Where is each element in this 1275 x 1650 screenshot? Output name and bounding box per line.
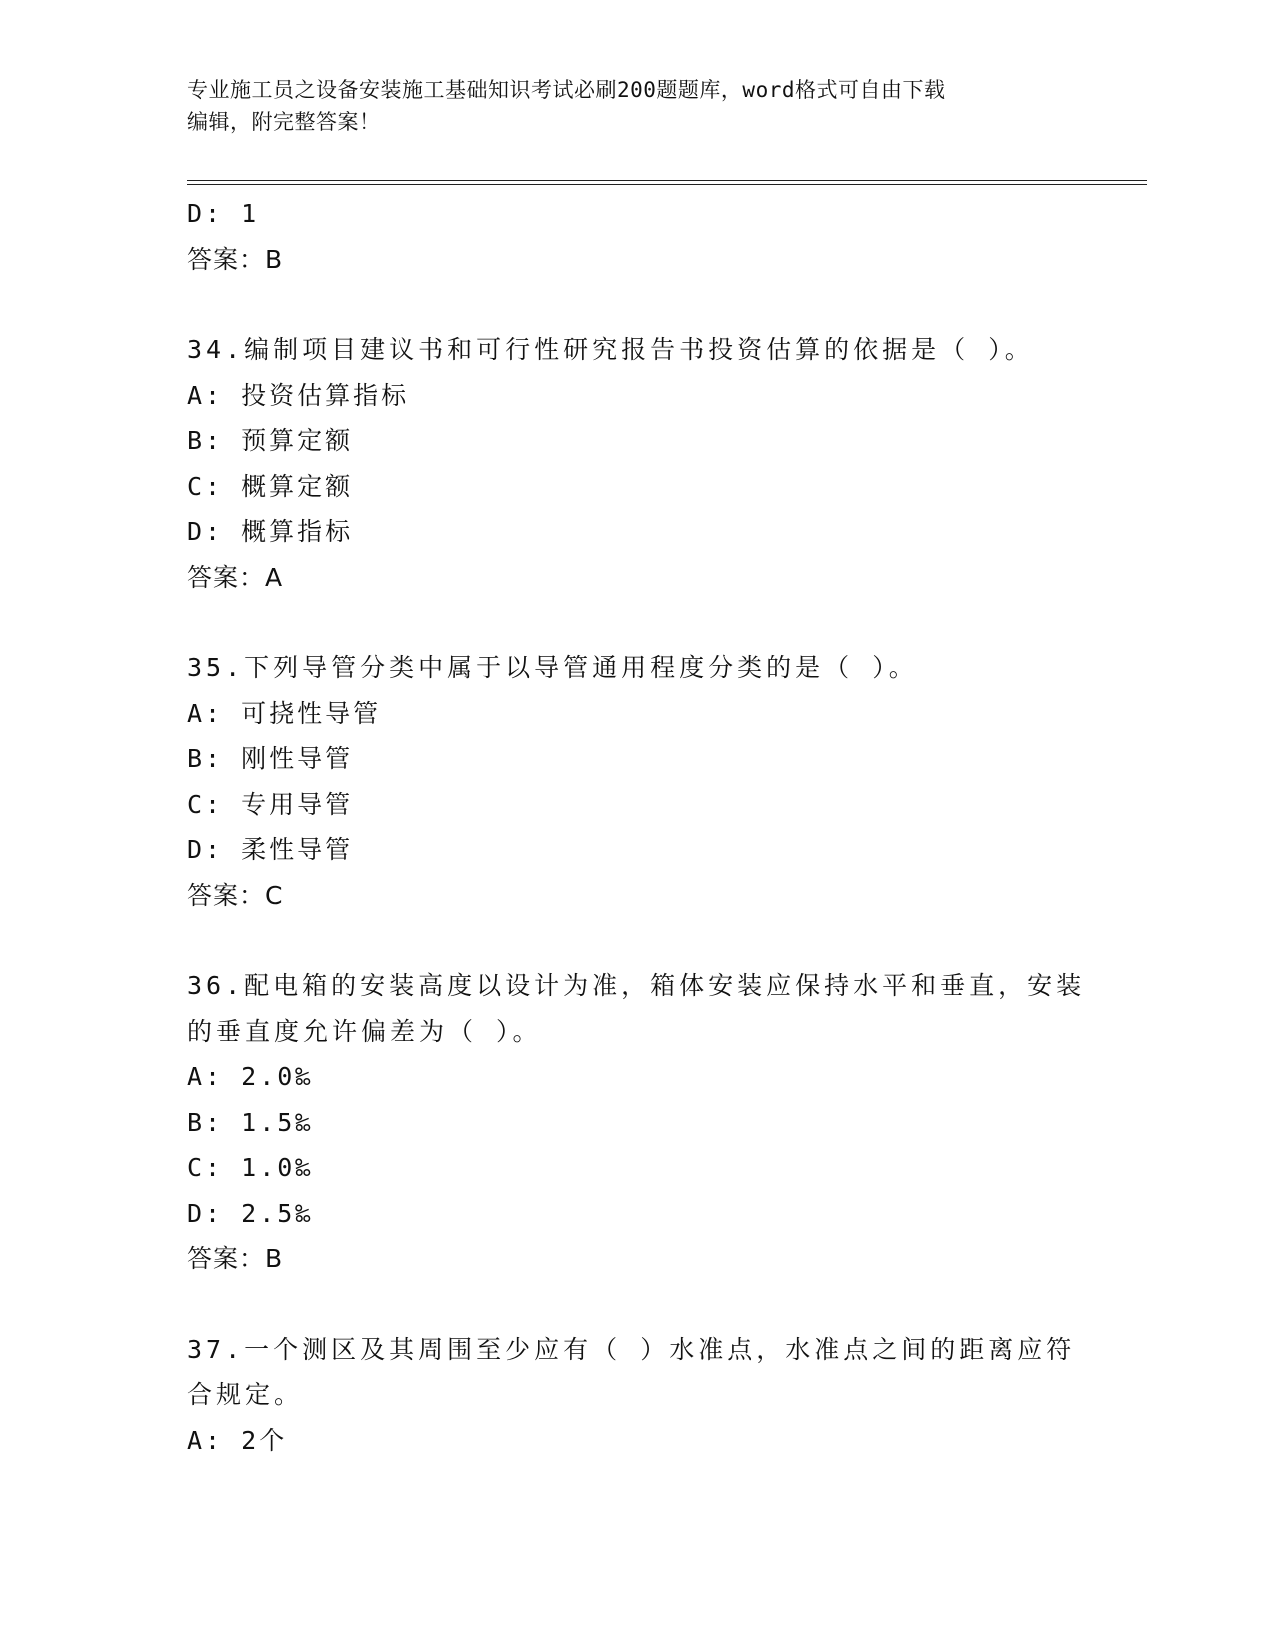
option-b: B: 1.5‰ [187, 1107, 314, 1137]
option-a: A: 可挠性导管 [187, 698, 382, 728]
answer: 答案：C [187, 880, 284, 910]
question-text-line-2: 合规定。 [187, 1380, 304, 1409]
option-c: C: 专用导管 [187, 789, 354, 819]
option-b: B: 预算定额 [187, 426, 354, 455]
option-b: B: 刚性导管 [187, 744, 354, 773]
option-d: D: 2.5‰ [187, 1198, 314, 1228]
option-d: D: 柔性导管 [187, 835, 354, 864]
question-text: 35.下列导管分类中属于以导管通用程度分类的是（ ）。 [187, 653, 918, 682]
header-divider-bottom [187, 184, 1147, 185]
question-37 [187, 1327, 1087, 1464]
question-text-line-2: 的垂直度允许偏差为（ ）。 [187, 1016, 542, 1046]
header-divider-top [187, 180, 1147, 181]
page-header [187, 74, 1087, 138]
option-c: C: 概算定额 [187, 471, 354, 501]
question-text-line-1: 37.一个测区及其周围至少应有（ ）水准点，水准点之间的距离应符 [187, 1334, 1076, 1364]
header-title-line-2: 编辑，附完整答案！ [187, 110, 381, 134]
question-34 [187, 327, 1087, 600]
option-a: A: 投资估算指标 [187, 380, 410, 410]
question-list [187, 191, 1087, 1463]
answer: 答案：A [187, 562, 284, 592]
answer: 答案：B [187, 1244, 284, 1273]
question-text-line-1: 36.配电箱的安装高度以设计为准，箱体安装应保持水平和垂直，安装 [187, 971, 1086, 1000]
option-d: D: 概算指标 [187, 517, 354, 546]
question-36 [187, 963, 1087, 1282]
option-a: A: 2.0‰ [187, 1062, 314, 1091]
option-a: A: 2个 [187, 1425, 288, 1455]
question-text: 34.编制项目建议书和可行性研究报告书投资估算的依据是（ ）。 [187, 335, 1034, 364]
header-title-line-1: 专业施工员之设备安装施工基础知识考试必刷200题题库，word格式可自由下载 [187, 78, 946, 102]
option-d: D: 1 [187, 199, 260, 228]
question-35 [187, 645, 1087, 918]
answer: 答案：B [187, 244, 284, 274]
option-c: C: 1.0‰ [187, 1153, 314, 1182]
